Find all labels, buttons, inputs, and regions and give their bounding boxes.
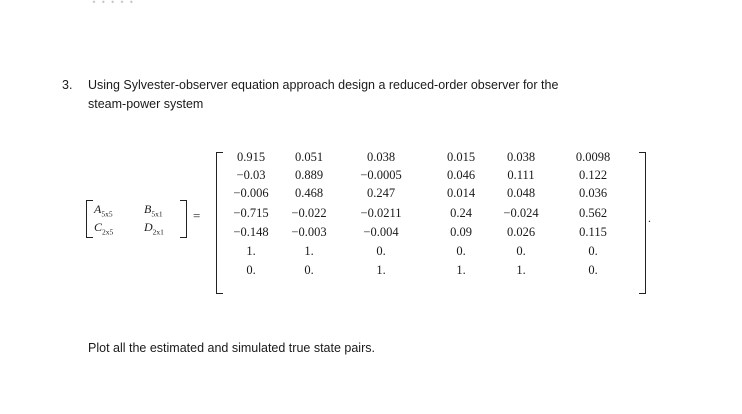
- matrix-cell: −0.715: [233, 206, 269, 220]
- matrix-cell: −0.0211: [360, 206, 402, 220]
- matrix-cell: −0.0005: [360, 168, 402, 182]
- matrix-cell: 0.046: [446, 168, 476, 182]
- matrix-cell: 0.: [246, 263, 256, 277]
- matrix-cell: 0.: [516, 244, 526, 258]
- matrix-cell: 0.0098: [575, 150, 611, 164]
- matrix-cell: −0.024: [503, 206, 539, 220]
- matrix-cell: 0.122: [578, 168, 608, 182]
- problem-text-line1: Using Sylvester-observer equation approach design a reduced-order observer for the: [88, 78, 559, 92]
- matrix-cell: 0.09: [450, 225, 472, 239]
- matrix-cell: 0.: [588, 263, 598, 277]
- matrix-cell: 1.: [516, 263, 526, 277]
- lhs-right-bracket: [180, 200, 187, 238]
- lhs-a-block: $A_{5x5}$: [94, 202, 113, 219]
- matrix-cell: 0.562: [578, 206, 608, 220]
- matrix-row: [216, 186, 646, 204]
- matrix-cell: 0.: [588, 244, 598, 258]
- matrix-cell: −0.006: [233, 186, 269, 200]
- lhs-c-block: $C_{2x5}$: [94, 220, 114, 237]
- matrix-cell: 0.247: [366, 186, 396, 200]
- matrix-cell: 1.: [456, 263, 466, 277]
- matrix-cell: 0.038: [366, 150, 396, 164]
- matrix-row: [216, 244, 646, 262]
- matrix-cell: −0.03: [236, 168, 266, 182]
- matrix-cell: 0.111: [507, 168, 535, 182]
- matrix-trailing-period: .: [648, 211, 651, 225]
- matrix-cell: 0.048: [506, 186, 536, 200]
- matrix-cell: 0.038: [506, 150, 536, 164]
- matrix-cell: −0.003: [291, 225, 327, 239]
- matrix-cell: −0.004: [363, 225, 399, 239]
- matrix-cell: 0.24: [450, 206, 472, 220]
- problem-statement-line1: [62, 78, 558, 92]
- matrix-cell: 0.026: [506, 225, 536, 239]
- block-matrix-lhs: [86, 198, 201, 242]
- lhs-d-block: $D_{2x1}$: [144, 220, 164, 237]
- matrix-cell: 0.468: [294, 186, 324, 200]
- matrix-cell: 0.051: [294, 150, 324, 164]
- matrix-row: [216, 150, 646, 168]
- lhs-b-block: $B_{5x1}$: [144, 202, 163, 219]
- matrix-cell: 0.115: [579, 225, 607, 239]
- matrix-cell: 0.015: [446, 150, 476, 164]
- system-matrix: [216, 150, 646, 294]
- matrix-cell: 0.014: [446, 186, 476, 200]
- problem-statement-line2: steam-power system: [88, 97, 204, 111]
- matrix-cell: 0.889: [294, 168, 324, 182]
- matrix-cell: 0.036: [578, 186, 608, 200]
- plot-instruction: Plot all the estimated and simulated true state pairs.: [88, 341, 375, 355]
- matrix-cell: 0.: [376, 244, 386, 258]
- matrix-cell: 0.: [456, 244, 466, 258]
- matrix-cell: 0.: [304, 263, 314, 277]
- equals-sign: =: [193, 208, 201, 223]
- matrix-cell: 0.915: [236, 150, 266, 164]
- matrix-row: [216, 206, 646, 224]
- matrix-row: [216, 168, 646, 186]
- matrix-row: [216, 225, 646, 243]
- matrix-cell: 1.: [246, 244, 256, 258]
- problem-number: 3.: [62, 78, 73, 92]
- matrix-cell: 1.: [376, 263, 386, 277]
- top-text-fragment: · · · · ·: [92, 0, 135, 8]
- matrix-cell: 1.: [304, 244, 314, 258]
- matrix-cell: −0.148: [233, 225, 269, 239]
- matrix-cell: −0.022: [291, 206, 327, 220]
- matrix-row: [216, 263, 646, 281]
- lhs-left-bracket: [86, 200, 93, 238]
